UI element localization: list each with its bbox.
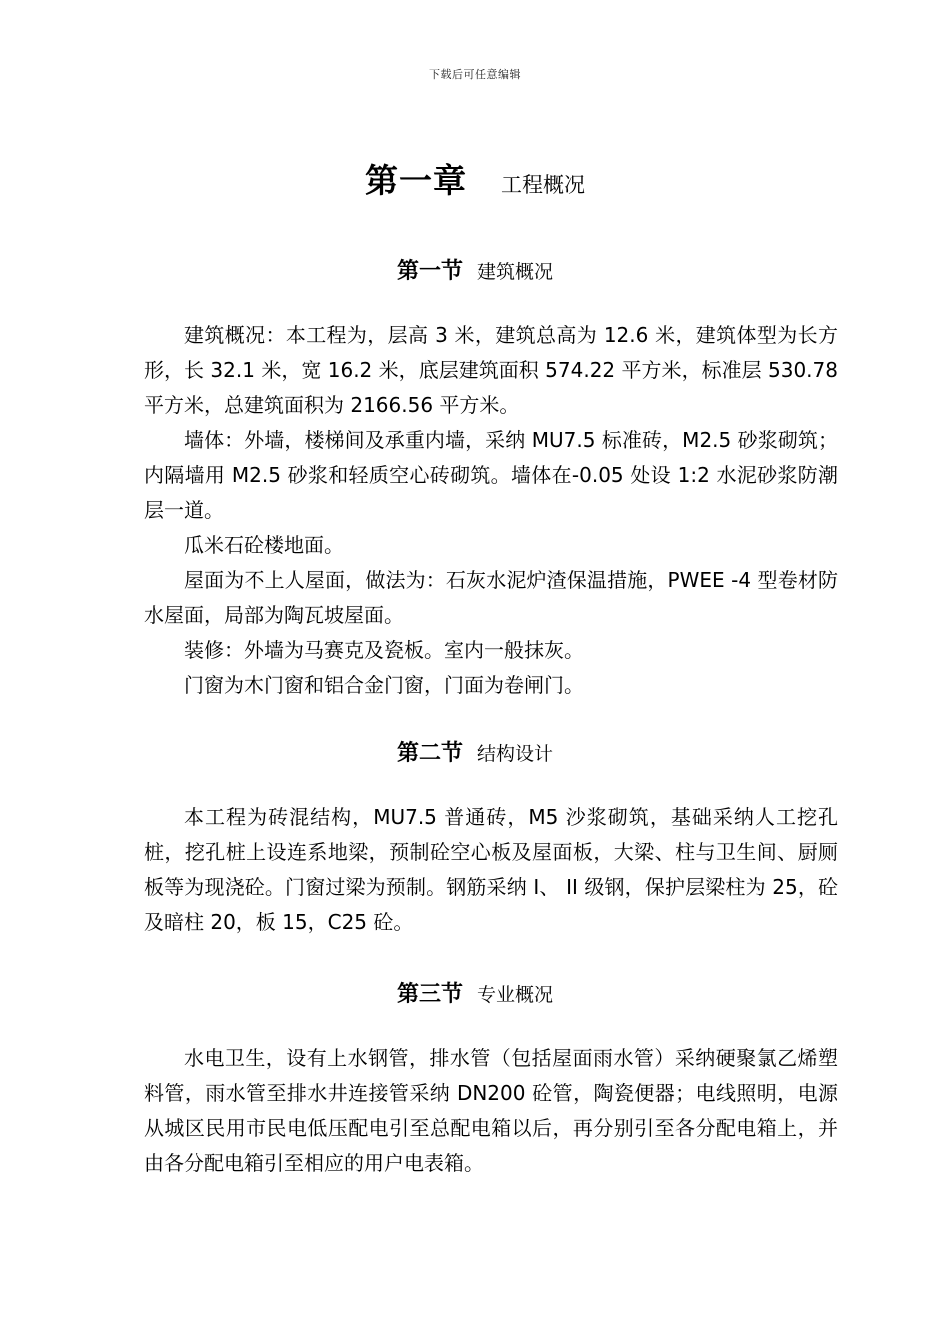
paragraph: 装修：外墙为马赛克及瓷板。室内一般抹灰。 xyxy=(184,638,584,662)
section-title-2 xyxy=(0,736,950,767)
section-body-3 xyxy=(144,1041,838,1181)
chapter-number: 第一章 xyxy=(365,161,467,200)
section-number: 第二节 xyxy=(396,741,463,766)
paragraph: 墙体：外墙，楼梯间及承重内墙，采纳 MU7.5 标准砖，M2.5 砂浆砌筑；内隔墙用 M2.5 砂浆和轻质空心砖砌筑。墙体在-0.05 处设 1:2 水泥砂浆防潮层一道。 xyxy=(144,428,838,522)
section-number: 第一节 xyxy=(396,259,463,284)
header-note: 下载后可任意编辑 xyxy=(429,68,521,81)
paragraph: 建筑概况：本工程为，层高 3 米，建筑总高为 12.6 米，建筑体型为长方形，长 32.1 米，宽 16.2 米，底层建筑面积 574.22 平方米，标准层 530.78 平方米，总建筑面积为 2166.56 平方米。 xyxy=(144,323,838,417)
chapter-title xyxy=(0,155,950,202)
paragraph: 瓜米石砼楼地面。 xyxy=(184,533,344,557)
section-name: 专业概况 xyxy=(477,984,554,1006)
section-number: 第三节 xyxy=(396,982,463,1007)
paragraph: 门窗为木门窗和铝合金门窗，门面为卷闸门。 xyxy=(184,673,584,697)
section-title-1 xyxy=(0,254,950,285)
chapter-name: 工程概况 xyxy=(501,173,585,197)
section-body-2 xyxy=(144,800,838,940)
section-name: 结构设计 xyxy=(477,743,554,765)
paragraph: 水电卫生，设有上水钢管，排水管（包括屋面雨水管）采纳硬聚氯乙烯塑料管，雨水管至排水井连接管采纳 DN200 砼管，陶瓷便器；电线照明，电源从城区民用市民电低压配电引至总配电箱以后，再分别引至各分配电箱上，并由各分配电箱引至相应的用户电表箱。 xyxy=(144,1046,838,1175)
section-body-1 xyxy=(144,318,838,703)
section-name: 建筑概况 xyxy=(477,261,554,283)
paragraph: 屋面为不上人屋面，做法为：石灰水泥炉渣保温措施，PWEE -4 型卷材防水屋面，局部为陶瓦坡屋面。 xyxy=(144,568,838,627)
paragraph: 本工程为砖混结构，MU7.5 普通砖，M5 沙浆砌筑，基础采纳人工挖孔桩，挖孔桩上设连系地梁，预制砼空心板及屋面板，大梁、柱与卫生间、厨厕板等为现浇砼。门窗过梁为预制。钢筋采纳 I、 II 级钢，保护层梁柱为 25，砼及暗柱 20，板 15，C25 砼。 xyxy=(144,805,838,934)
section-title-3 xyxy=(0,977,950,1008)
